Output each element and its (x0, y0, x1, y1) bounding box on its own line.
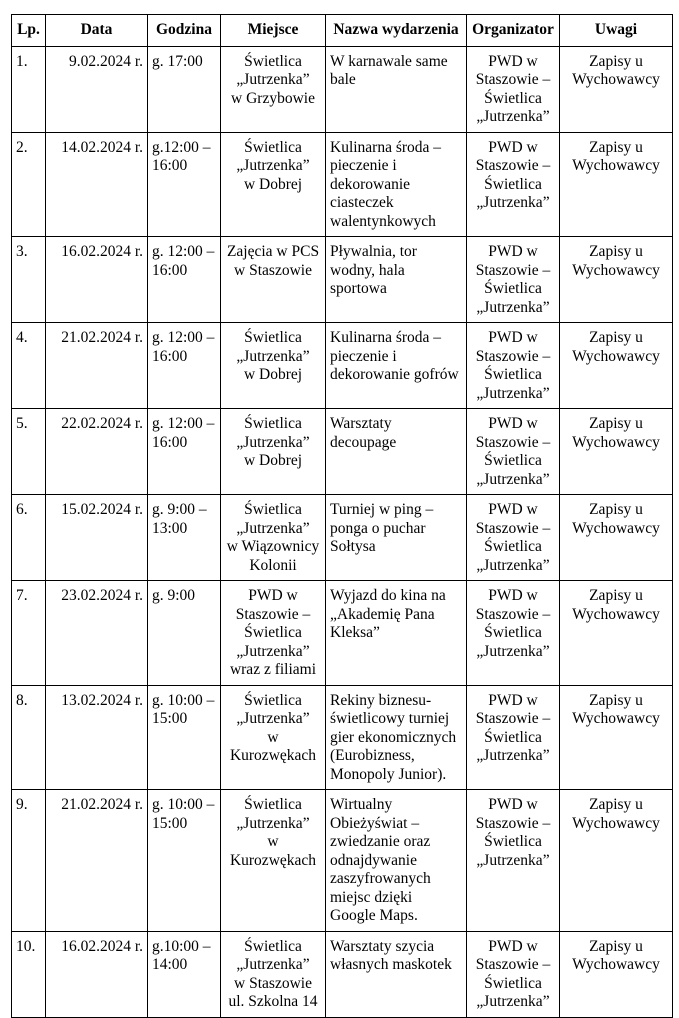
cell-time-line: g. 9:00 (152, 587, 196, 604)
cell-event-line: Wirtualny (330, 796, 393, 813)
cell-lp: 10. (12, 931, 46, 1017)
cell-event-line: pieczenie i (330, 347, 397, 365)
cell-organizer-line: Staszowie – (475, 710, 551, 727)
cell-notes-line: Wychowawcy (572, 956, 660, 973)
cell-time (148, 931, 221, 1017)
cell-place-line: w Staszowie (234, 974, 312, 992)
cell-organizer-line: PWD w (488, 243, 538, 260)
cell-lp: 9. (12, 790, 46, 932)
header-notes: Uwagi (560, 15, 673, 47)
cell-event-line: Pływalnia, tor (330, 243, 417, 260)
cell-organizer (467, 581, 560, 686)
cell-event-line: gier ekonomicznych (330, 728, 457, 746)
cell-place-line: Świetlica (244, 796, 302, 813)
cell-notes-line: Zapisy u (589, 243, 643, 260)
cell-event-line: Kulinarna środa – (330, 138, 442, 156)
cell-place (221, 323, 326, 409)
cell-organizer (467, 409, 560, 495)
cell-place (221, 132, 326, 237)
cell-event-line: bale (330, 71, 356, 88)
cell-notes-line: Wychowawcy (572, 433, 660, 451)
cell-event-line: Sołtysa (330, 538, 376, 555)
cell-lp: 3. (12, 237, 46, 323)
cell-place (221, 931, 326, 1017)
cell-event-line: Kulinarna środa – (330, 329, 442, 346)
cell-event-line: dekorowanie (330, 175, 411, 193)
cell-lp: 4. (12, 323, 46, 409)
cell-organizer-line: „Jutrzenka” (476, 108, 550, 125)
cell-place (221, 685, 326, 790)
cell-notes (560, 132, 673, 237)
cell-notes (560, 790, 673, 932)
table-body (12, 46, 673, 1017)
cell-date: 22.02.2024 r. (46, 409, 148, 495)
cell-date: 13.02.2024 r. (46, 685, 148, 790)
cell-place-line: „Jutrzenka” (236, 433, 310, 451)
cell-time-line: g. 12:00 – (152, 415, 215, 432)
cell-place (221, 237, 326, 323)
cell-event-line: „Akademię Pana (330, 605, 435, 623)
table-row (12, 790, 673, 932)
cell-time-line: 16:00 (152, 433, 188, 451)
cell-place-line: „Jutrzenka” (236, 642, 310, 660)
header-event: Nazwa wydarzenia (326, 15, 467, 47)
cell-notes-line: Zapisy u (589, 937, 643, 955)
cell-notes (560, 931, 673, 1017)
cell-organizer-line: PWD w (488, 937, 538, 955)
cell-time-line: 14:00 (152, 956, 188, 973)
cell-time-line: 16:00 (152, 261, 188, 279)
cell-place-line: w (267, 833, 279, 850)
cell-organizer-line: PWD w (488, 138, 538, 156)
cell-event (326, 323, 467, 409)
header-time: Godzina (148, 15, 221, 47)
cell-event (326, 581, 467, 686)
cell-place-line: Świetlica (244, 691, 302, 709)
cell-time-line: g. 12:00 – (152, 329, 215, 346)
cell-time-line: g. 12:00 – (152, 243, 215, 260)
header-place: Miejsce (221, 15, 326, 47)
cell-place-line: ul. Szkolna 14 (228, 993, 318, 1010)
cell-time-line: g. 10:00 – (152, 796, 215, 813)
cell-organizer-line: „Jutrzenka” (476, 851, 550, 869)
cell-organizer-line: „Jutrzenka” (476, 993, 550, 1010)
cell-date: 16.02.2024 r. (46, 237, 148, 323)
cell-lp: 7. (12, 581, 46, 686)
cell-organizer-line: Świetlica (484, 728, 542, 746)
cell-event (326, 409, 467, 495)
cell-place-line: w Grzybowie (231, 89, 315, 107)
cell-place-line: „Jutrzenka” (236, 157, 310, 174)
cell-place-line: „Jutrzenka” (236, 347, 310, 365)
cell-organizer-line: „Jutrzenka” (476, 384, 550, 402)
cell-event-line: wodny, hala (330, 261, 405, 279)
cell-time-line: 13:00 (152, 519, 188, 537)
cell-time-line: 16:00 (152, 347, 188, 365)
cell-organizer-line: Świetlica (484, 624, 542, 641)
cell-place-line: Świetlica (244, 52, 302, 70)
header-organizer: Organizator (467, 15, 560, 47)
cell-event-line: Monopoly Junior). (330, 765, 447, 783)
cell-organizer (467, 323, 560, 409)
table-row (12, 46, 673, 132)
cell-place (221, 46, 326, 132)
cell-place-line: Świetlica (244, 415, 302, 432)
cell-organizer (467, 931, 560, 1017)
cell-time (148, 323, 221, 409)
cell-date: 14.02.2024 r. (46, 132, 148, 237)
cell-organizer-line: PWD w (488, 691, 538, 709)
cell-notes-line: Wychowawcy (572, 71, 660, 88)
cell-place-line: Staszowie – (235, 605, 311, 623)
cell-time-line: g.10:00 – (152, 937, 211, 955)
cell-time (148, 685, 221, 790)
cell-event-line: ponga o puchar (330, 519, 426, 537)
cell-place-line: „Jutrzenka” (236, 519, 310, 537)
cell-notes (560, 581, 673, 686)
cell-organizer-line: Świetlica (484, 833, 542, 850)
cell-organizer (467, 46, 560, 132)
cell-notes-line: Zapisy u (589, 691, 643, 709)
cell-organizer (467, 495, 560, 581)
cell-organizer-line: Świetlica (484, 366, 542, 383)
cell-notes (560, 323, 673, 409)
cell-organizer-line: Staszowie – (475, 433, 551, 451)
cell-event-line: Obieżyświat – (330, 814, 420, 832)
cell-event (326, 237, 467, 323)
cell-event-line: odnajdywanie (330, 851, 417, 869)
cell-place-line: PWD w (248, 587, 298, 604)
cell-date: 16.02.2024 r. (46, 931, 148, 1017)
cell-organizer (467, 790, 560, 932)
table-row (12, 323, 673, 409)
cell-lp: 8. (12, 685, 46, 790)
header-row (12, 15, 673, 47)
cell-place (221, 409, 326, 495)
cell-place-line: Kolonii (249, 556, 297, 574)
cell-event-line: Wyjazd do kina na (330, 587, 446, 604)
table-row (12, 409, 673, 495)
cell-date: 23.02.2024 r. (46, 581, 148, 686)
header-lp: Lp. (12, 15, 46, 47)
cell-event-line: Rekiny biznesu- (330, 691, 432, 709)
cell-event-line: zwiedzanie oraz (330, 833, 431, 850)
cell-place-line: „Jutrzenka” (236, 956, 310, 973)
cell-event-line: Google Maps. (330, 907, 418, 924)
cell-place-line: „Jutrzenka” (236, 710, 310, 727)
cell-lp: 2. (12, 132, 46, 237)
cell-time-line: 15:00 (152, 814, 188, 832)
cell-time-line: 16:00 (152, 157, 188, 174)
cell-organizer-line: Staszowie – (475, 814, 551, 832)
cell-time-line: 15:00 (152, 710, 188, 727)
cell-event (326, 685, 467, 790)
cell-notes (560, 409, 673, 495)
cell-time (148, 581, 221, 686)
cell-event-line: ciasteczek (330, 194, 394, 211)
cell-notes-line: Zapisy u (589, 415, 643, 432)
cell-organizer-line: Świetlica (484, 175, 542, 193)
cell-event-line: sportowa (330, 280, 387, 297)
cell-event (326, 46, 467, 132)
cell-event (326, 132, 467, 237)
cell-event-line: W karnawale same (330, 52, 448, 70)
cell-place-line: „Jutrzenka” (236, 71, 310, 88)
cell-notes-line: Zapisy u (589, 501, 643, 518)
cell-place-line: Zajęcia w PCS (226, 243, 320, 260)
cell-time-line: g. 17:00 (152, 52, 203, 70)
cell-organizer-line: „Jutrzenka” (476, 642, 550, 660)
cell-time (148, 409, 221, 495)
cell-notes (560, 495, 673, 581)
cell-date: 15.02.2024 r. (46, 495, 148, 581)
cell-event-line: Turniej w ping – (330, 501, 434, 518)
cell-organizer-line: Staszowie – (475, 347, 551, 365)
cell-event-line: Warsztaty szycia (330, 937, 435, 955)
cell-organizer-line: Świetlica (484, 974, 542, 992)
cell-organizer-line: „Jutrzenka” (476, 556, 550, 574)
table-row (12, 237, 673, 323)
cell-place-line: Kurozwękach (229, 747, 317, 764)
cell-place-line: Świetlica (244, 937, 302, 955)
cell-organizer (467, 237, 560, 323)
cell-organizer-line: „Jutrzenka” (476, 470, 550, 488)
cell-organizer (467, 685, 560, 790)
cell-event (326, 931, 467, 1017)
cell-organizer-line: PWD w (488, 52, 538, 70)
cell-notes-line: Wychowawcy (572, 347, 660, 365)
cell-time (148, 790, 221, 932)
cell-notes-line: Wychowawcy (572, 710, 660, 727)
cell-time (148, 132, 221, 237)
cell-event-line: własnych maskotek (330, 956, 452, 973)
cell-place-line: wraz z filiami (229, 661, 317, 678)
cell-notes-line: Wychowawcy (572, 814, 660, 832)
cell-event-line: Kleksa” (330, 624, 380, 641)
table-row (12, 132, 673, 237)
cell-place (221, 495, 326, 581)
cell-organizer-line: Staszowie – (475, 261, 551, 279)
cell-organizer-line: Staszowie – (475, 956, 551, 973)
cell-notes-line: Zapisy u (589, 796, 643, 813)
cell-time (148, 495, 221, 581)
cell-notes-line: Zapisy u (589, 587, 643, 604)
events-table (11, 14, 673, 1018)
cell-notes (560, 685, 673, 790)
cell-time-line: g. 10:00 – (152, 691, 215, 709)
cell-place-line: w (267, 728, 279, 746)
cell-date: 21.02.2024 r. (46, 790, 148, 932)
cell-notes-line: Zapisy u (589, 329, 643, 346)
cell-place-line: w Dobrej (243, 366, 303, 383)
cell-notes-line: Zapisy u (589, 138, 643, 156)
cell-event-line: dekorowanie gofrów (330, 366, 459, 383)
cell-place-line: Kurozwękach (229, 851, 317, 869)
cell-organizer-line: Świetlica (484, 538, 542, 555)
cell-place (221, 790, 326, 932)
cell-notes-line: Wychowawcy (572, 519, 660, 537)
table-row (12, 495, 673, 581)
cell-place-line: Świetlica (244, 329, 302, 346)
cell-place-line: w Wiązownicy (226, 538, 320, 555)
cell-time (148, 46, 221, 132)
cell-organizer-line: Staszowie – (475, 71, 551, 88)
cell-event-line: miejsc dzięki (330, 888, 413, 906)
header-date: Data (46, 15, 148, 47)
cell-lp: 5. (12, 409, 46, 495)
table-row (12, 931, 673, 1017)
cell-place-line: „Jutrzenka” (236, 814, 310, 832)
cell-organizer-line: PWD w (488, 796, 538, 813)
table-row (12, 581, 673, 686)
table-row (12, 685, 673, 790)
cell-event-line: walentynkowych (330, 212, 436, 230)
cell-time (148, 237, 221, 323)
cell-event-line: Warsztaty (330, 415, 392, 432)
cell-place-line: w Dobrej (243, 452, 303, 469)
cell-place-line: Świetlica (244, 624, 302, 641)
cell-event-line: pieczenie i (330, 157, 397, 174)
cell-organizer-line: „Jutrzenka” (476, 298, 550, 316)
cell-organizer-line: PWD w (488, 415, 538, 432)
cell-event (326, 790, 467, 932)
cell-organizer-line: Staszowie – (475, 605, 551, 623)
cell-notes-line: Wychowawcy (572, 261, 660, 279)
cell-event-line: świetlicowy turniej (330, 710, 450, 727)
cell-notes-line: Zapisy u (589, 52, 643, 70)
cell-notes-line: Wychowawcy (572, 605, 660, 623)
cell-place-line: w Staszowie (234, 261, 312, 279)
cell-notes (560, 46, 673, 132)
cell-organizer-line: „Jutrzenka” (476, 747, 550, 764)
cell-time-line: g. 9:00 – (152, 501, 207, 518)
cell-date: 21.02.2024 r. (46, 323, 148, 409)
cell-event-line: (Eurobizness, (330, 747, 415, 764)
cell-notes-line: Wychowawcy (572, 157, 660, 174)
cell-place-line: Świetlica (244, 138, 302, 156)
cell-organizer-line: Staszowie – (475, 519, 551, 537)
cell-organizer-line: Świetlica (484, 89, 542, 107)
cell-organizer-line: PWD w (488, 501, 538, 518)
cell-place-line: w Dobrej (243, 175, 303, 193)
cell-organizer-line: PWD w (488, 587, 538, 604)
cell-lp: 1. (12, 46, 46, 132)
cell-place-line: Świetlica (244, 501, 302, 518)
cell-organizer-line: „Jutrzenka” (476, 194, 550, 211)
cell-event-line: zaszyfrowanych (330, 870, 431, 887)
cell-organizer-line: Staszowie – (475, 157, 551, 174)
cell-organizer (467, 132, 560, 237)
cell-notes (560, 237, 673, 323)
cell-place (221, 581, 326, 686)
cell-organizer-line: PWD w (488, 329, 538, 346)
cell-event-line: decoupage (330, 433, 397, 451)
cell-organizer-line: Świetlica (484, 280, 542, 297)
cell-event (326, 495, 467, 581)
cell-organizer-line: Świetlica (484, 452, 542, 469)
cell-lp: 6. (12, 495, 46, 581)
cell-date: 9.02.2024 r. (46, 46, 148, 132)
cell-time-line: g.12:00 – (152, 138, 211, 156)
